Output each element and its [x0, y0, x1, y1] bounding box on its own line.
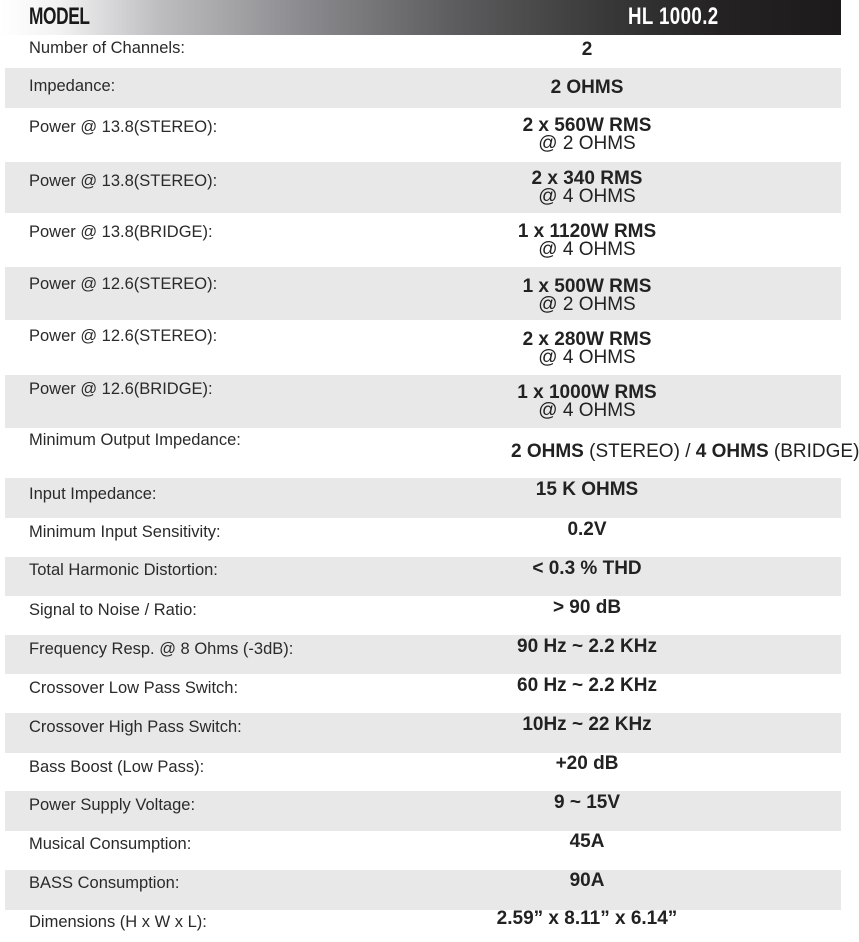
spec-value: 1 x 1120W RMS @ 4 OHMS — [517, 221, 657, 260]
spec-row-bass-consumption — [5, 870, 841, 910]
spec-value: 90A — [569, 870, 605, 891]
spec-value: 1 x 1000W RMS @ 4 OHMS — [517, 382, 657, 421]
spec-label: Power @ 12.6(STEREO): — [29, 275, 218, 293]
spec-label: Dimensions (H x W x L): — [29, 913, 207, 931]
spec-label: Number of Channels: — [29, 39, 185, 57]
spec-row-power-12-6-stereo-2ohm — [5, 267, 841, 320]
spec-row-frequency-response — [5, 635, 841, 674]
spec-value: 90 Hz ~ 2.2 KHz — [517, 636, 657, 657]
spec-value: 2 OHMS — [550, 77, 624, 98]
spec-value: 10Hz ~ 22 KHz — [522, 714, 652, 735]
spec-label: Input Impedance: — [29, 485, 157, 503]
spec-label: Power @ 13.8(STEREO): — [29, 172, 218, 190]
spec-row-power-supply-voltage — [5, 791, 841, 831]
spec-label: Frequency Resp. @ 8 Ohms (-3dB): — [29, 640, 294, 658]
spec-label: Musical Consumption: — [29, 835, 192, 853]
spec-row-power-13-8-bridge — [5, 213, 841, 267]
spec-value: 0.2V — [567, 519, 607, 540]
spec-label: Crossover High Pass Switch: — [29, 718, 242, 736]
spec-row-crossover-high-pass — [5, 713, 841, 753]
spec-row-dimensions — [5, 910, 841, 942]
spec-label: Bass Boost (Low Pass): — [29, 758, 205, 776]
spec-row-power-12-6-stereo-4ohm — [5, 320, 841, 375]
spec-label: Power @ 13.8(BRIDGE): — [29, 223, 213, 241]
model-name: HL 1000.2 — [628, 3, 719, 30]
spec-value: 9 ~ 15V — [553, 792, 621, 813]
spec-value: 45A — [569, 831, 605, 852]
spec-row-input-impedance — [5, 478, 841, 518]
spec-label: Total Harmonic Distortion: — [29, 561, 218, 579]
spec-value: 2 x 560W RMS @ 2 OHMS — [522, 115, 652, 154]
spec-value: 1 x 500W RMS @ 2 OHMS — [522, 276, 652, 315]
spec-row-thd — [5, 557, 841, 596]
spec-row-min-output-impedance — [5, 428, 859, 478]
spec-row-impedance — [5, 68, 841, 108]
spec-label: Impedance: — [29, 77, 116, 95]
spec-label: Crossover Low Pass Switch: — [29, 679, 239, 697]
spec-row-snr — [5, 596, 841, 635]
spec-label: Minimum Input Sensitivity: — [29, 523, 221, 541]
spec-row-power-12-6-bridge — [5, 375, 841, 428]
spec-value: 2 — [581, 39, 593, 60]
spec-label: Power @ 12.6(STEREO): — [29, 327, 218, 345]
spec-row-power-13-8-stereo-4ohm — [5, 162, 841, 213]
spec-label: Power Supply Voltage: — [29, 796, 196, 814]
spec-label: Minimum Output Impedance: — [29, 431, 241, 449]
model-label: MODEL — [29, 3, 90, 30]
spec-value: 2.59” x 8.11” x 6.14” — [496, 908, 678, 929]
spec-row-musical-consumption — [5, 831, 841, 870]
spec-value: 2 x 280W RMS @ 4 OHMS — [522, 329, 652, 368]
spec-row-channels — [5, 35, 841, 68]
spec-label: Signal to Noise / Ratio: — [29, 601, 197, 619]
spec-value: +20 dB — [555, 753, 619, 774]
spec-row-power-13-8-stereo-2ohm — [5, 108, 841, 162]
spec-value: < 0.3 % THD — [532, 558, 642, 579]
spec-label: Power @ 13.8(STEREO): — [29, 118, 218, 136]
spec-value: 15 K OHMS — [535, 479, 639, 500]
spec-value: 2 x 340 RMS @ 4 OHMS — [531, 168, 643, 207]
spec-header — [0, 0, 841, 35]
spec-row-crossover-low-pass — [5, 674, 841, 713]
spec-value: 2 OHMS (STEREO) / 4 OHMS (BRIDGE) — [511, 441, 859, 462]
spec-row-input-sensitivity — [5, 518, 841, 557]
spec-value: 60 Hz ~ 2.2 KHz — [517, 675, 657, 696]
spec-row-bass-boost — [5, 753, 841, 791]
spec-label: BASS Consumption: — [29, 874, 180, 892]
spec-value: > 90 dB — [552, 597, 622, 618]
spec-label: Power @ 12.6(BRIDGE): — [29, 380, 213, 398]
